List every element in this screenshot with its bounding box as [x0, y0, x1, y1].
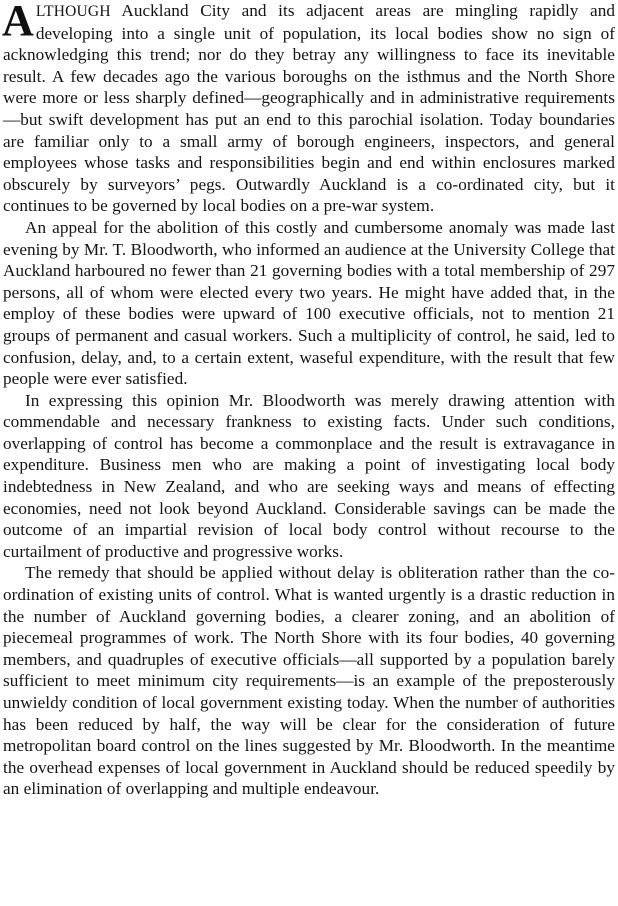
paragraph-1-text: Auckland City and its adjacent areas are mingling rapidly and developing into a single unit of population, its local bodies show no sign of acknowledging this trend; nor do they betray any willingness to face its inevitable result. A few decades ago the various boroughs on the isthmus and the North Shore were more or less sharply defined—geographically and in administrative requirements—but swift development has put an end to this parochial isolation. Today boundaries are familiar only to a small army of borough engineers, inspectors, and general employees whose tasks and responsibilities begin and end within enclosures marked obscurely by surveyors’ pegs. Outwardly Auckland is a co-ordinated city, but it continues to be governed by local bodies on a pre-war system.: [3, 1, 615, 216]
drop-cap-letter: A: [2, 0, 34, 45]
paragraph-2: An appeal for the abolition of this costly and cumbersome anomaly was made last evening by Mr. T. Bloodworth, who informed an audience at the University College that Auckland harboured no fewer than 21 governing bodies with a total membership of 297 persons, all of whom were elected every two years. He might have added that, in the employ of these bodies were upward of 100 executive officials, not to mention 21 groups of permanent and casual workers. Such a multiplicity of control, he said, led to confusion, delay, and, to a certain extent, waseful expenditure, with the result that few people were ever satisfied.: [3, 217, 615, 389]
opening-word: LTHOUGH: [35, 3, 111, 20]
newspaper-article: [3, 0, 615, 800]
paragraph-4: The remedy that should be applied without delay is obliteration rather than the co-ordination of existing units of control. What is wanted urgently is a drastic reduction in the number of Auckland governing bodies, a clearer zoning, and an abolition of piecemeal programmes of work. The North Shore with its four bodies, 40 governing members, and quadruples of executive officials—all supported by a population barely sufficient to meet minimum city requirements—is an example of the preposterously unwieldy condition of local government existing today. When the number of authorities has been reduced by half, the way will be clear for the consideration of future metropolitan board control on the lines suggested by Mr. Bloodworth. In the meantime the overhead expenses of local government in Auckland should be reduced speedily by an elimination of overlapping and multiple endeavour.: [3, 563, 615, 799]
paragraph-3: In expressing this opinion Mr. Bloodworth was merely drawing attention with commendable and necessary frankness to existing facts. Under such conditions, overlapping of control has become a commonplace and the result is extravagance in expenditure. Business men who are making a point of investigating local body indebtedness in New Zealand, and who are seeking ways and means of effecting economies, need not look beyond Auckland. Considerable savings can be made the outcome of an impartial revision of local body control without recourse to the curtailment of productive and progressive works.: [3, 390, 615, 561]
paragraph-1: [3, 0, 615, 217]
